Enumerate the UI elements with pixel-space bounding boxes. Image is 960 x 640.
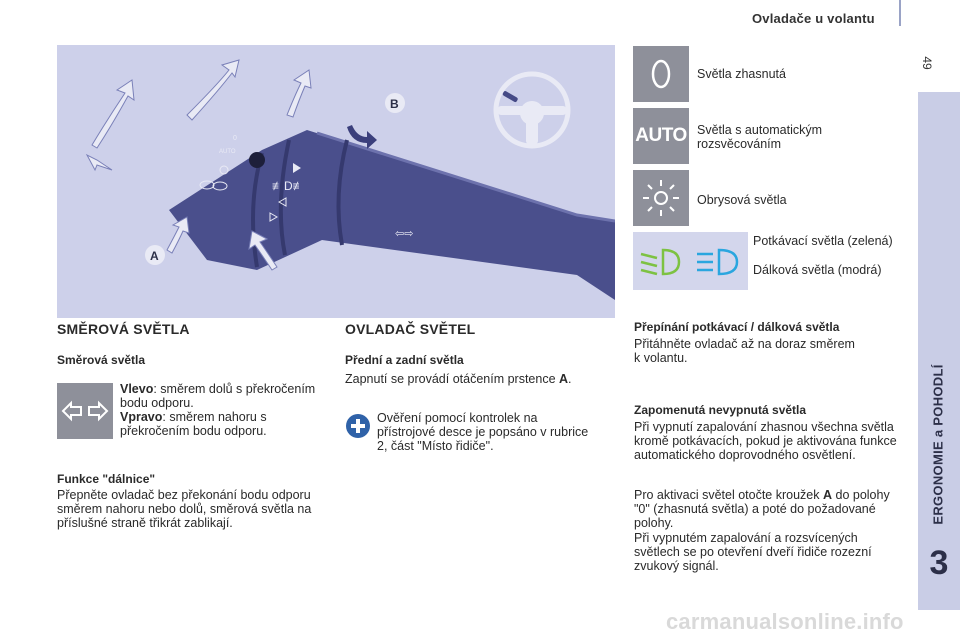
sidelights-icon <box>633 170 689 226</box>
lights-section-title: OVLADAČ SVĚTEL <box>345 321 476 337</box>
high-beam-label: Dálková světla (modrá) <box>753 263 882 277</box>
auto-lights-icon <box>633 108 689 164</box>
direction-subtitle: Směrová světla <box>57 353 146 367</box>
highway-title: Funkce "dálnice" <box>57 472 156 486</box>
svg-text:≢D≢: ≢D≢ <box>272 179 305 193</box>
steering-wheel-icon <box>496 74 568 146</box>
page-number: 49 <box>920 56 934 70</box>
svg-text:0: 0 <box>233 135 237 142</box>
svg-text:A: A <box>150 249 159 263</box>
stalk-drawing <box>57 45 615 318</box>
auto-lights-label: Světla s automatickým rozsvěcováním <box>697 123 823 151</box>
lights-text <box>345 372 625 386</box>
forgotten-p2-after: do polohy "0" (zhasnutá světla) a poté do požadované polohy. <box>634 488 890 530</box>
auto-icon-text: AUTO <box>635 125 687 146</box>
sidelights-symbol <box>633 170 689 226</box>
forgotten-p2-before: Pro aktivaci světel otočte kroužek <box>634 488 823 502</box>
low-beam-icon <box>641 250 679 274</box>
chapter-number: 3 <box>929 544 949 582</box>
lights-text-after: . <box>568 372 572 386</box>
right-desc: : směrem nahoru s překročením bodu odporu. <box>120 410 267 438</box>
switching-text: Přitáhněte ovladač až na doraz směrem k volantu. <box>634 337 855 365</box>
left-term: Vlevo <box>120 382 154 396</box>
lights-text-bold: A <box>559 372 569 386</box>
left-desc: : směrem dolů s překročením bodu odporu. <box>120 382 316 410</box>
header-divider <box>899 0 901 26</box>
low-beam-label: Potkávací světla (zelená) <box>753 234 893 248</box>
stalk-illustration <box>57 45 615 318</box>
right-turn-text <box>120 410 320 438</box>
chapter-tab <box>918 92 960 610</box>
lights-text-before: Zapnutí se provádí otáčením prstence <box>345 372 560 386</box>
lights-subtitle: Přední a zadní světla <box>345 353 464 367</box>
turn-signal-icon <box>57 383 113 439</box>
highway-text: Přepněte ovladač bez překonání bodu odporu směrem nahoru nebo dolů, směrová světla na příslušné straně třikrát zablikají. <box>57 488 312 530</box>
forgotten-p2-bold: A <box>822 488 833 502</box>
switching-title: Přepínání potkávací / dálková světla <box>634 320 840 334</box>
beam-icons <box>633 232 748 290</box>
lights-note: Ověření pomocí kontrolek na přístrojové desce je popsáno v rubrice 2, část "Místo řidiče". <box>377 411 589 453</box>
beam-icons-box <box>633 232 748 290</box>
svg-text:B: B <box>390 97 399 111</box>
page-header-title: Ovladače u volantu <box>752 11 875 26</box>
zero-icon <box>633 46 689 102</box>
forgotten-p3: Při vypnutém zapalování a rozsvícených světlech se po otevření dveří řidiče rozezní zvukový signál. <box>634 531 872 573</box>
plus-info-icon <box>345 413 371 439</box>
lights-off-label: Světla zhasnutá <box>697 67 786 81</box>
svg-text:⇦⇨: ⇦⇨ <box>395 228 414 240</box>
forgotten-p1: Při vypnutí zapalování zhasnou všechna světla kromě potkávacích, pokud je aktivována funkce automatického doprovodného osvětlení. <box>634 420 897 462</box>
watermark: carmanualsonline.info <box>666 609 904 634</box>
left-turn-text <box>120 382 320 410</box>
forgotten-p2 <box>634 488 904 530</box>
direction-section-title: SMĚROVÁ SVĚTLA <box>57 321 190 337</box>
lights-off-icon <box>633 46 689 102</box>
high-beam-icon <box>697 250 737 274</box>
sidelights-label: Obrysová světla <box>697 193 787 207</box>
svg-text:AUTO: AUTO <box>219 149 236 155</box>
forgotten-title: Zapomenutá nevypnutá světla <box>634 403 807 417</box>
chapter-tab-label: ERGONOMIE a POHODLÍ <box>930 364 946 525</box>
arrows-icon <box>57 383 113 439</box>
right-term: Vpravo <box>120 410 163 424</box>
